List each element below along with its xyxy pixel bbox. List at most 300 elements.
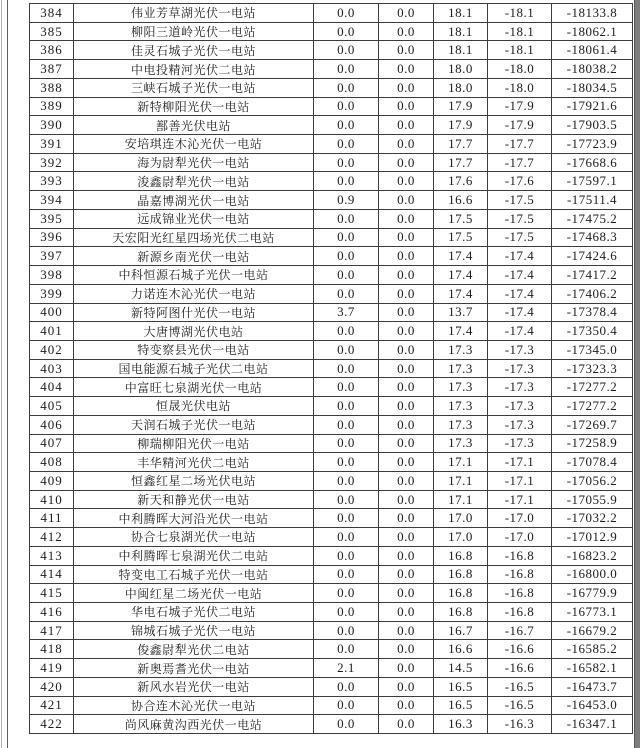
value-cell: 0.0 [379,677,434,696]
value-cell: 0.0 [314,78,379,97]
value-cell: 0.0 [379,471,434,490]
station-name-cell: 中富旺七泉湖光伏一电站 [74,378,314,397]
table-body [30,4,633,734]
value-cell: -16.8 [488,546,552,565]
value-cell: -17.4 [488,247,552,266]
table-row [30,78,633,97]
value-cell: 0.0 [379,603,434,622]
value-cell: -17424.6 [552,247,633,266]
row-number-cell: 416 [30,603,74,622]
station-name-cell: 伟业芳草湖光伏一电站 [74,4,314,23]
value-cell: -17406.2 [552,284,633,303]
station-name-cell: 鄯善光伏电站 [74,116,314,135]
value-cell: 0.0 [314,172,379,191]
value-cell: 16.8 [434,603,488,622]
value-cell: 17.4 [434,284,488,303]
table-row [30,471,633,490]
table-row [30,4,633,23]
value-cell: -17.3 [488,340,552,359]
station-name-cell: 新特柳阳光伏一电站 [74,97,314,116]
station-name-cell: 特变电工石城子光伏一电站 [74,565,314,584]
value-cell: 17.9 [434,116,488,135]
value-cell: -17.1 [488,490,552,509]
value-cell: 0.0 [379,378,434,397]
value-cell: 0.0 [314,340,379,359]
value-cell: 0.0 [379,490,434,509]
value-cell: -16582.1 [552,659,633,678]
value-cell: 16.8 [434,546,488,565]
value-cell: 0.0 [314,565,379,584]
value-cell: -16679.2 [552,621,633,640]
station-name-cell: 中电投精河光伏二电站 [74,60,314,79]
value-cell: 17.9 [434,97,488,116]
value-cell: -16.6 [488,659,552,678]
value-cell: 0.0 [379,228,434,247]
value-cell: -17511.4 [552,191,633,210]
value-cell: 18.1 [434,4,488,23]
value-cell: 0.0 [314,621,379,640]
station-name-cell: 三峡石城子光伏一电站 [74,78,314,97]
value-cell: 16.6 [434,640,488,659]
row-number-cell: 412 [30,528,74,547]
value-cell: 16.8 [434,565,488,584]
value-cell: -17723.9 [552,135,633,154]
station-name-cell: 中科恒源石城子光伏一电站 [74,266,314,285]
value-cell: 0.0 [379,303,434,322]
station-name-cell: 新奥焉耆光伏一电站 [74,659,314,678]
page-left-edge-outer [1,0,2,748]
row-number-cell: 393 [30,172,74,191]
table-row [30,378,633,397]
table-row [30,97,633,116]
value-cell: -16585.2 [552,640,633,659]
station-name-cell: 协合连木沁光伏一电站 [74,696,314,715]
row-number-cell: 391 [30,135,74,154]
value-cell: 0.0 [379,172,434,191]
value-cell: 18.0 [434,60,488,79]
row-number-cell: 396 [30,228,74,247]
station-name-cell: 恒鑫红星二场光伏电站 [74,471,314,490]
value-cell: -17056.2 [552,471,633,490]
value-cell: -18.1 [488,22,552,41]
table-row [30,677,633,696]
value-cell: 17.7 [434,153,488,172]
value-cell: -16.5 [488,696,552,715]
table-row [30,640,633,659]
value-cell: 16.3 [434,715,488,734]
value-cell: 0.0 [379,116,434,135]
value-cell: 0.0 [314,715,379,734]
station-name-cell: 大唐博湖光伏电站 [74,322,314,341]
row-number-cell: 389 [30,97,74,116]
table-row [30,715,633,734]
station-name-cell: 新天和静光伏一电站 [74,490,314,509]
value-cell: -17.5 [488,209,552,228]
table-row [30,60,633,79]
value-cell: -17921.6 [552,97,633,116]
table-row [30,509,633,528]
row-number-cell: 421 [30,696,74,715]
table-row [30,453,633,472]
table-row [30,322,633,341]
value-cell: -17.0 [488,528,552,547]
station-name-cell: 中利腾晖大河沿光伏一电站 [74,509,314,528]
row-number-cell: 419 [30,659,74,678]
table-row [30,696,633,715]
row-number-cell: 409 [30,471,74,490]
row-number-cell: 411 [30,509,74,528]
value-cell: 17.4 [434,322,488,341]
value-cell: -16823.2 [552,546,633,565]
table-row [30,266,633,285]
value-cell: 16.7 [434,621,488,640]
value-cell: 17.3 [434,359,488,378]
value-cell: -17468.3 [552,228,633,247]
value-cell: -18.0 [488,60,552,79]
value-cell: -18.1 [488,41,552,60]
value-cell: 0.0 [314,97,379,116]
value-cell: 0.0 [379,696,434,715]
value-cell: -16773.1 [552,603,633,622]
value-cell: -17.3 [488,397,552,416]
station-name-cell: 新特阿图什光伏一电站 [74,303,314,322]
row-number-cell: 392 [30,153,74,172]
value-cell: -18.1 [488,4,552,23]
value-cell: 0.0 [314,22,379,41]
value-cell: 0.0 [379,266,434,285]
value-cell: 0.0 [314,60,379,79]
table-row [30,434,633,453]
row-number-cell: 386 [30,41,74,60]
value-cell: -17.9 [488,116,552,135]
row-number-cell: 408 [30,453,74,472]
value-cell: 17.3 [434,378,488,397]
value-cell: -17597.1 [552,172,633,191]
value-cell: 0.0 [314,116,379,135]
value-cell: 0.9 [314,191,379,210]
value-cell: -16.8 [488,584,552,603]
station-name-cell: 安培琪连木沁光伏一电站 [74,135,314,154]
row-number-cell: 399 [30,284,74,303]
station-name-cell: 佳灵石城子光伏一电站 [74,41,314,60]
value-cell: 0.0 [314,153,379,172]
value-cell: 17.3 [434,397,488,416]
value-cell: 0.0 [314,453,379,472]
value-cell: 0.0 [379,247,434,266]
value-cell: -17.6 [488,172,552,191]
value-cell: 0.0 [314,397,379,416]
station-name-cell: 天宏阳光红星四场光伏二电站 [74,228,314,247]
value-cell: 17.5 [434,209,488,228]
value-cell: -18133.8 [552,4,633,23]
station-name-cell: 新风水岩光伏一电站 [74,677,314,696]
value-cell: 0.0 [314,528,379,547]
value-cell: -16.6 [488,640,552,659]
table-row [30,397,633,416]
table-row [30,415,633,434]
value-cell: 0.0 [314,209,379,228]
station-name-cell: 俊鑫尉犁光伏二电站 [74,640,314,659]
station-data-table [29,3,633,734]
row-number-cell: 403 [30,359,74,378]
table-row [30,621,633,640]
value-cell: 0.0 [314,584,379,603]
value-cell: 17.7 [434,135,488,154]
table-row [30,546,633,565]
row-number-cell: 418 [30,640,74,659]
value-cell: -17277.2 [552,397,633,416]
value-cell: 0.0 [379,397,434,416]
value-cell: -17012.9 [552,528,633,547]
value-cell: -17345.0 [552,340,633,359]
value-cell: 0.0 [314,509,379,528]
value-cell: -18061.4 [552,41,633,60]
value-cell: 0.0 [379,135,434,154]
value-cell: -18034.5 [552,78,633,97]
value-cell: 0.0 [314,677,379,696]
value-cell: 3.7 [314,303,379,322]
value-cell: 0.0 [314,135,379,154]
value-cell: 0.0 [379,565,434,584]
value-cell: 0.0 [314,322,379,341]
value-cell: -17668.6 [552,153,633,172]
station-name-cell: 力诺连木沁光伏一电站 [74,284,314,303]
station-name-cell: 丰华精河光伏二电站 [74,453,314,472]
value-cell: 2.1 [314,659,379,678]
value-cell: 18.1 [434,41,488,60]
value-cell: 16.5 [434,696,488,715]
station-name-cell: 柳瑞柳阳光伏一电站 [74,434,314,453]
value-cell: 17.3 [434,434,488,453]
value-cell: 0.0 [379,322,434,341]
table-row [30,284,633,303]
station-name-cell: 远成锦业光伏一电站 [74,209,314,228]
row-number-cell: 395 [30,209,74,228]
value-cell: -18038.2 [552,60,633,79]
table-row [30,359,633,378]
table-row [30,659,633,678]
station-name-cell: 国电能源石城子光伏二电站 [74,359,314,378]
value-cell: -16.3 [488,715,552,734]
value-cell: 0.0 [379,340,434,359]
value-cell: -17.1 [488,453,552,472]
value-cell: 0.0 [379,528,434,547]
value-cell: 17.6 [434,172,488,191]
value-cell: 17.4 [434,266,488,285]
value-cell: 0.0 [379,509,434,528]
value-cell: 18.0 [434,78,488,97]
value-cell: -18062.1 [552,22,633,41]
table-row [30,584,633,603]
value-cell: 17.4 [434,247,488,266]
table-row [30,303,633,322]
table-row [30,135,633,154]
row-number-cell: 401 [30,322,74,341]
value-cell: 0.0 [379,78,434,97]
row-number-cell: 420 [30,677,74,696]
value-cell: 0.0 [314,415,379,434]
value-cell: -18.0 [488,78,552,97]
table-row [30,528,633,547]
value-cell: 0.0 [379,97,434,116]
value-cell: 17.0 [434,528,488,547]
value-cell: 14.5 [434,659,488,678]
value-cell: 0.0 [314,434,379,453]
row-number-cell: 407 [30,434,74,453]
value-cell: 0.0 [314,640,379,659]
station-name-cell: 华电石城子光伏二电站 [74,603,314,622]
value-cell: -17378.4 [552,303,633,322]
station-name-cell: 恒晟光伏电站 [74,397,314,416]
table-row [30,565,633,584]
value-cell: 0.0 [379,359,434,378]
value-cell: -17350.4 [552,322,633,341]
row-number-cell: 400 [30,303,74,322]
station-name-cell: 海为尉犁光伏一电站 [74,153,314,172]
value-cell: -17269.7 [552,415,633,434]
value-cell: -17032.2 [552,509,633,528]
row-number-cell: 406 [30,415,74,434]
value-cell: -17.0 [488,509,552,528]
table-row [30,172,633,191]
station-name-cell: 中闽红星二场光伏一电站 [74,584,314,603]
row-number-cell: 385 [30,22,74,41]
station-name-cell: 柳阳三道岭光伏一电站 [74,22,314,41]
value-cell: -17903.5 [552,116,633,135]
value-cell: 0.0 [379,546,434,565]
row-number-cell: 390 [30,116,74,135]
value-cell: -16347.1 [552,715,633,734]
station-name-cell: 特变察县光伏一电站 [74,340,314,359]
table-row [30,116,633,135]
value-cell: 0.0 [379,584,434,603]
station-name-cell: 天润石城子光伏一电站 [74,415,314,434]
value-cell: 0.0 [379,640,434,659]
value-cell: 0.0 [314,378,379,397]
value-cell: -16779.9 [552,584,633,603]
value-cell: 0.0 [379,4,434,23]
value-cell: 0.0 [379,153,434,172]
value-cell: 0.0 [379,191,434,210]
row-number-cell: 410 [30,490,74,509]
station-name-cell: 浚鑫尉犁光伏一电站 [74,172,314,191]
row-number-cell: 402 [30,340,74,359]
table-row [30,191,633,210]
value-cell: 0.0 [314,284,379,303]
value-cell: 17.1 [434,490,488,509]
value-cell: -16.7 [488,621,552,640]
table-row [30,153,633,172]
value-cell: 0.0 [379,209,434,228]
value-cell: 0.0 [379,453,434,472]
row-number-cell: 388 [30,78,74,97]
station-name-cell: 中利腾晖七泉湖光伏二电站 [74,546,314,565]
value-cell: 0.0 [314,603,379,622]
table-row [30,247,633,266]
row-number-cell: 397 [30,247,74,266]
table-row [30,209,633,228]
value-cell: -17.4 [488,322,552,341]
value-cell: -17.3 [488,359,552,378]
value-cell: -17.1 [488,471,552,490]
row-number-cell: 404 [30,378,74,397]
value-cell: 18.1 [434,22,488,41]
value-cell: 17.3 [434,340,488,359]
value-cell: -16800.0 [552,565,633,584]
value-cell: 0.0 [314,247,379,266]
table-row [30,340,633,359]
value-cell: 0.0 [314,696,379,715]
value-cell: -17.3 [488,434,552,453]
value-cell: 17.1 [434,471,488,490]
page-right-edge-band [634,0,640,748]
value-cell: -16473.7 [552,677,633,696]
value-cell: -17.7 [488,153,552,172]
row-number-cell: 398 [30,266,74,285]
row-number-cell: 384 [30,4,74,23]
value-cell: 0.0 [379,284,434,303]
value-cell: 17.0 [434,509,488,528]
value-cell: 0.0 [379,659,434,678]
value-cell: 16.8 [434,584,488,603]
value-cell: 0.0 [314,41,379,60]
station-name-cell: 晶嘉博湖光伏一电站 [74,191,314,210]
row-number-cell: 415 [30,584,74,603]
value-cell: -16.5 [488,677,552,696]
value-cell: 16.6 [434,191,488,210]
value-cell: -16.8 [488,565,552,584]
value-cell: 0.0 [314,471,379,490]
table-row [30,228,633,247]
value-cell: 0.0 [379,621,434,640]
value-cell: 0.0 [379,434,434,453]
value-cell: -16453.0 [552,696,633,715]
value-cell: 17.3 [434,415,488,434]
value-cell: -17.5 [488,191,552,210]
station-name-cell: 锦城石城子光伏一电站 [74,621,314,640]
value-cell: 0.0 [379,60,434,79]
value-cell: -17.4 [488,266,552,285]
value-cell: 0.0 [379,22,434,41]
table-row [30,603,633,622]
row-number-cell: 394 [30,191,74,210]
row-number-cell: 387 [30,60,74,79]
row-number-cell: 417 [30,621,74,640]
value-cell: 0.0 [379,41,434,60]
value-cell: 17.1 [434,453,488,472]
value-cell: -17417.2 [552,266,633,285]
value-cell: -17277.2 [552,378,633,397]
value-cell: -17.4 [488,303,552,322]
station-name-cell: 尚风麻黄沟西光伏一电站 [74,715,314,734]
value-cell: -17078.4 [552,453,633,472]
row-number-cell: 413 [30,546,74,565]
value-cell: 16.5 [434,677,488,696]
value-cell: -17.9 [488,97,552,116]
value-cell: 13.7 [434,303,488,322]
table-row [30,22,633,41]
value-cell: -17323.3 [552,359,633,378]
value-cell: -17.3 [488,415,552,434]
table-row [30,490,633,509]
row-number-cell: 405 [30,397,74,416]
value-cell: -17.5 [488,228,552,247]
station-name-cell: 协合七泉湖光伏一电站 [74,528,314,547]
value-cell: 0.0 [314,266,379,285]
value-cell: -16.8 [488,603,552,622]
value-cell: -17.4 [488,284,552,303]
row-number-cell: 414 [30,565,74,584]
